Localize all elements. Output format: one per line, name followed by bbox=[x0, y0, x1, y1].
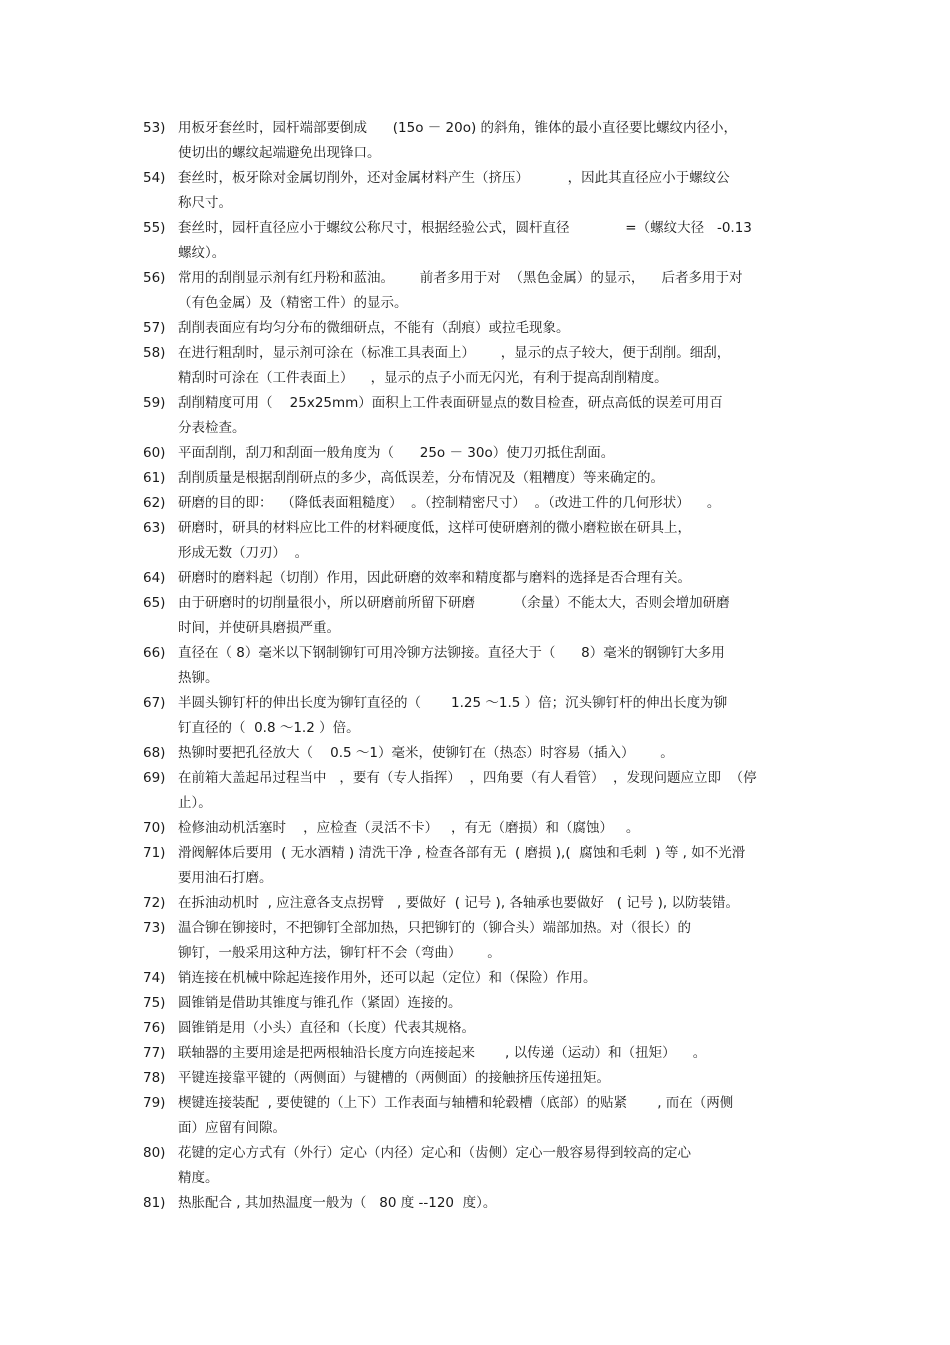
text-line: 精度。 bbox=[178, 1170, 219, 1186]
text-line: 热铆时要把孔径放大（ 0.5 ～1）毫米，使铆钉在（热态）时容易（插入） 。 bbox=[178, 745, 674, 761]
item-number: 73) bbox=[143, 920, 166, 936]
text-line: 圆锥销是借助其锥度与锥孔作（紧固）连接的。 bbox=[178, 995, 462, 1011]
item-text bbox=[178, 1091, 808, 1141]
list-item bbox=[143, 1041, 808, 1066]
list-item bbox=[143, 316, 808, 341]
list-item bbox=[143, 266, 808, 316]
list-item bbox=[143, 1191, 808, 1216]
list-item bbox=[143, 1141, 808, 1191]
item-text bbox=[178, 1041, 808, 1066]
text-line: 钉直径的（ 0.8 ～1.2 ）倍。 bbox=[178, 720, 360, 736]
item-text bbox=[178, 566, 808, 591]
item-text bbox=[178, 916, 808, 966]
list-item bbox=[143, 741, 808, 766]
item-text bbox=[178, 216, 808, 266]
text-line: 刮削质量是根据刮削研点的多少，高低误差，分布情况及（粗糟度）等来确定的。 bbox=[178, 470, 664, 486]
item-text bbox=[178, 966, 808, 991]
item-number: 67) bbox=[143, 695, 166, 711]
item-text bbox=[178, 116, 808, 166]
text-line: 分表检查。 bbox=[178, 420, 246, 436]
list-item bbox=[143, 591, 808, 641]
item-text bbox=[178, 316, 808, 341]
item-text bbox=[178, 816, 808, 841]
list-item bbox=[143, 966, 808, 991]
item-text bbox=[178, 266, 808, 316]
item-number: 71) bbox=[143, 845, 166, 861]
text-line: 使切出的螺纹起端避免出现锋口。 bbox=[178, 145, 381, 161]
list-item bbox=[143, 341, 808, 391]
list-item bbox=[143, 766, 808, 816]
item-number: 58) bbox=[143, 345, 166, 361]
item-number: 76) bbox=[143, 1020, 166, 1036]
text-line: 在进行粗刮时，显示剂可涂在（标准工具表面上） ，显示的点子较大，便于刮削。细刮， bbox=[178, 345, 731, 361]
list-item bbox=[143, 841, 808, 891]
text-line: 在拆油动机时 , 应注意各支点拐臂 , 要做好 ( 记号 ), 各轴承也要做好 ( 记号 ), 以防装错。 bbox=[178, 895, 739, 911]
text-line: 套丝时，板牙除对金属切削外，还对金属材料产生（挤压） ，因此其直径应小于螺纹公 bbox=[178, 170, 730, 186]
item-text bbox=[178, 1141, 808, 1191]
text-line: 半圆头铆钉杆的伸出长度为铆钉直径的（ 1.25 ～1.5 ）倍；沉头铆钉杆的伸出长度为铆 bbox=[178, 695, 728, 711]
text-line: 平面刮削，刮刀和刮面一般角度为（ 25o － 30o）使刀刃抵住刮面。 bbox=[178, 445, 615, 461]
list-item bbox=[143, 1091, 808, 1141]
item-text bbox=[178, 166, 808, 216]
item-number: 66) bbox=[143, 645, 166, 661]
item-number: 60) bbox=[143, 445, 166, 461]
text-line: 止）。 bbox=[178, 795, 212, 811]
item-number: 81) bbox=[143, 1195, 166, 1211]
text-line: 要用油石打磨。 bbox=[178, 870, 273, 886]
text-line: 花键的定心方式有（外行）定心（内径）定心和（齿侧）定心一般容易得到较高的定心 bbox=[178, 1145, 691, 1161]
list-item bbox=[143, 516, 808, 566]
text-line: 热胀配合 , 其加热温度一般为（ 80 度 --120 度）。 bbox=[178, 1195, 497, 1211]
item-number: 69) bbox=[143, 770, 166, 786]
list-item bbox=[143, 566, 808, 591]
item-number: 72) bbox=[143, 895, 166, 911]
text-line: 常用的刮削显示剂有红丹粉和蓝油。 前者多用于对 （黑色金属）的显示， 后者多用于对 bbox=[178, 270, 743, 286]
text-line: 刮削表面应有均匀分布的微细研点，不能有（刮痕）或拉毛现象。 bbox=[178, 320, 570, 336]
item-text bbox=[178, 466, 808, 491]
item-text bbox=[178, 391, 808, 441]
list-item bbox=[143, 216, 808, 266]
list-item bbox=[143, 391, 808, 441]
text-line: 在前箱大盖起吊过程当中 ，要有（专人指挥） ，四角要（有人看管） ，发现问题应立即 （停 bbox=[178, 770, 757, 786]
text-line: 平键连接靠平键的（两侧面）与键槽的（两侧面）的接触挤压传递扭矩。 bbox=[178, 1070, 610, 1086]
text-line: 铆钉，一般采用这种方法，铆钉杆不会（弯曲） 。 bbox=[178, 945, 501, 961]
list-item bbox=[143, 166, 808, 216]
text-line: 精刮时可涂在（工件表面上） ，显示的点子小而无闪光，有利于提高刮削精度。 bbox=[178, 370, 668, 386]
item-number: 77) bbox=[143, 1045, 166, 1061]
item-number: 78) bbox=[143, 1070, 166, 1086]
item-text bbox=[178, 641, 808, 691]
item-number: 59) bbox=[143, 395, 166, 411]
item-number: 75) bbox=[143, 995, 166, 1011]
item-text bbox=[178, 491, 808, 516]
item-number: 53) bbox=[143, 120, 166, 136]
list-item bbox=[143, 1016, 808, 1041]
list-item bbox=[143, 1066, 808, 1091]
item-text bbox=[178, 1066, 808, 1091]
text-line: 形成无数（刀刃） 。 bbox=[178, 545, 309, 561]
list-item bbox=[143, 116, 808, 166]
text-line: 时间，并使研具磨损严重。 bbox=[178, 620, 340, 636]
item-number: 62) bbox=[143, 495, 166, 511]
item-number: 64) bbox=[143, 570, 166, 586]
item-number: 63) bbox=[143, 520, 166, 536]
text-line: 联轴器的主要用途是把两根轴沿长度方向连接起来 , 以传递（运动）和（扭矩） 。 bbox=[178, 1045, 707, 1061]
item-text bbox=[178, 591, 808, 641]
text-line: 温合铆在铆接时，不把铆钉全部加热，只把铆钉的（铆合头）端部加热。对（很长）的 bbox=[178, 920, 691, 936]
item-number: 57) bbox=[143, 320, 166, 336]
text-line: 套丝时，园杆直径应小于螺纹公称尺寸，根据经验公式，圆杆直径 =（螺纹大径 -0.13 bbox=[178, 220, 752, 236]
text-line: 检修油动机活塞时 ，应检查（灵活不卡） ，有无（磨损）和（腐蚀） 。 bbox=[178, 820, 640, 836]
item-number: 68) bbox=[143, 745, 166, 761]
item-text bbox=[178, 741, 808, 766]
item-number: 65) bbox=[143, 595, 166, 611]
text-line: （有色金属）及（精密工件）的显示。 bbox=[178, 295, 408, 311]
item-text bbox=[178, 766, 808, 816]
question-list bbox=[143, 116, 808, 1216]
list-item bbox=[143, 916, 808, 966]
list-item bbox=[143, 891, 808, 916]
text-line: 研磨时的磨料起（切削）作用，因此研磨的效率和精度都与磨料的选择是否合理有关。 bbox=[178, 570, 691, 586]
list-item bbox=[143, 816, 808, 841]
text-line: 用板牙套丝时，园杆端部要倒成 (15o － 20o) 的斜角，锥体的最小直径要比螺纹内径小， bbox=[178, 120, 738, 136]
item-number: 55) bbox=[143, 220, 166, 236]
list-item bbox=[143, 691, 808, 741]
item-text bbox=[178, 891, 808, 916]
item-number: 54) bbox=[143, 170, 166, 186]
item-text bbox=[178, 1016, 808, 1041]
item-text bbox=[178, 341, 808, 391]
text-line: 圆锥销是用（小头）直径和（长度）代表其规格。 bbox=[178, 1020, 475, 1036]
item-number: 74) bbox=[143, 970, 166, 986]
text-line: 螺纹）。 bbox=[178, 245, 226, 261]
item-number: 56) bbox=[143, 270, 166, 286]
list-item bbox=[143, 441, 808, 466]
text-line: 直径在（ 8）毫米以下钢制铆钉可用冷铆方法铆接。直径大于（ 8）毫米的钢铆钉大多用 bbox=[178, 645, 725, 661]
item-number: 61) bbox=[143, 470, 166, 486]
item-text bbox=[178, 441, 808, 466]
text-line: 热铆。 bbox=[178, 670, 219, 686]
item-text bbox=[178, 841, 808, 891]
text-line: 称尺寸。 bbox=[178, 195, 232, 211]
text-line: 销连接在机械中除起连接作用外，还可以起（定位）和（保险）作用。 bbox=[178, 970, 597, 986]
item-text bbox=[178, 691, 808, 741]
list-item bbox=[143, 491, 808, 516]
list-item bbox=[143, 466, 808, 491]
text-line: 面）应留有间隙。 bbox=[178, 1120, 286, 1136]
item-number: 79) bbox=[143, 1095, 166, 1111]
item-number: 80) bbox=[143, 1145, 166, 1161]
text-line: 楔键连接装配 , 要使键的（上下）工作表面与轴槽和轮毂槽（底部）的贴紧 , 而在（两侧 bbox=[178, 1095, 734, 1111]
item-text bbox=[178, 1191, 808, 1216]
text-line: 研磨时，研具的材料应比工件的材料硬度低，这样可使研磨剂的微小磨粒嵌在研具上， bbox=[178, 520, 691, 536]
list-item bbox=[143, 991, 808, 1016]
text-line: 由于研磨时的切削量很小，所以研磨前所留下研磨 （余量）不能太大，否则会增加研磨 bbox=[178, 595, 730, 611]
item-number: 70) bbox=[143, 820, 166, 836]
list-item bbox=[143, 641, 808, 691]
text-line: 滑阀解体后要用 ( 无水酒精 ) 清洗干净 , 检查各部有无 ( 磨损 ),( 腐蚀和毛刺 ) 等 , 如不光滑 bbox=[178, 845, 746, 861]
item-text bbox=[178, 991, 808, 1016]
text-line: 刮削精度可用（ 25x25mm）面积上工件表面研显点的数目检查，研点高低的误差可用百 bbox=[178, 395, 723, 411]
text-line: 研磨的目的即： （降低表面粗糙度） 。（控制精密尺寸） 。（改进工件的几何形状） 。 bbox=[178, 495, 721, 511]
item-text bbox=[178, 516, 808, 566]
